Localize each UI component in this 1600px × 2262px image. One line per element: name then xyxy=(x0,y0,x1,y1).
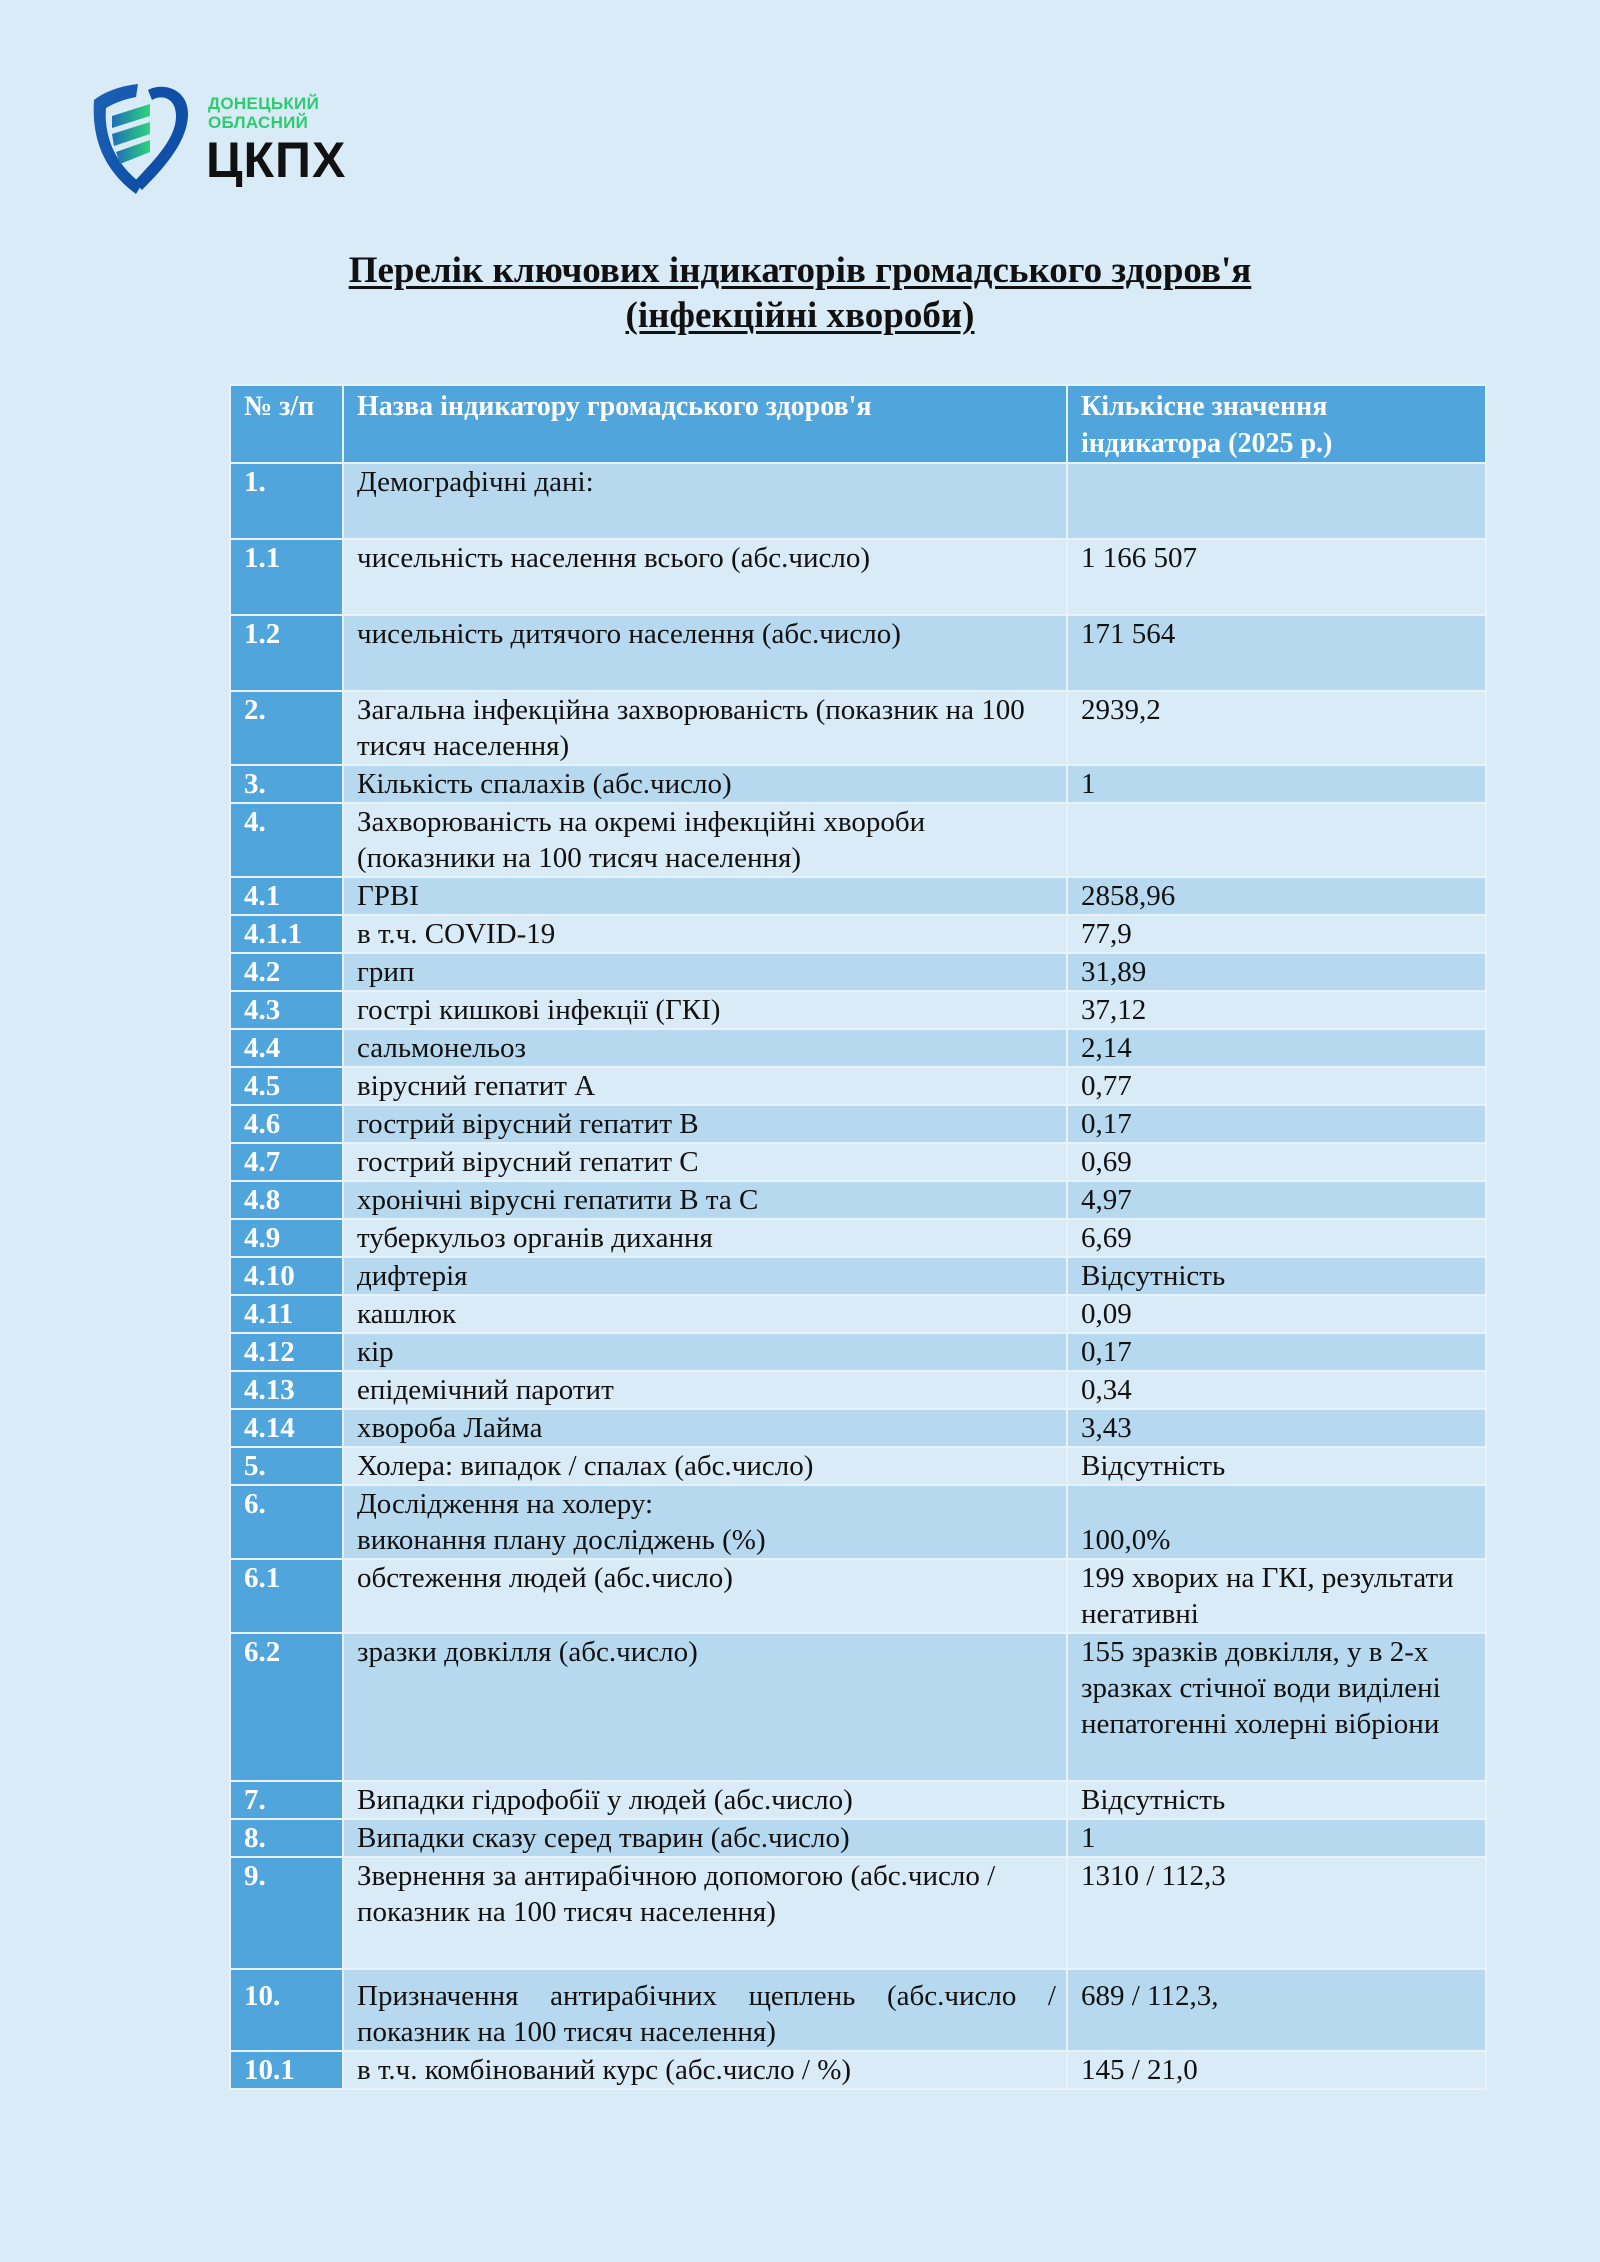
row-name: кір xyxy=(343,1333,1067,1371)
row-name: туберкульоз органів дихання xyxy=(343,1219,1067,1257)
row-value: 2858,96 xyxy=(1067,877,1486,915)
row-value: 1 166 507 xyxy=(1067,539,1486,615)
row-value: 6,69 xyxy=(1067,1219,1486,1257)
header-value-line2: індикатора (2025 р.) xyxy=(1081,428,1333,459)
table-row xyxy=(230,953,1486,991)
row-num: 4.1 xyxy=(230,877,343,915)
table-row xyxy=(230,539,1486,615)
row-value xyxy=(1067,1485,1486,1559)
row-num: 8. xyxy=(230,1819,343,1857)
table-row xyxy=(230,2051,1486,2089)
table-row xyxy=(230,1333,1486,1371)
row-name: в т.ч. COVID-19 xyxy=(343,915,1067,953)
row-value: 2,14 xyxy=(1067,1029,1486,1067)
row-value: 77,9 xyxy=(1067,915,1486,953)
row-num: 4.14 xyxy=(230,1409,343,1447)
row-value: 0,17 xyxy=(1067,1333,1486,1371)
row-name: гострий вірусний гепатит С xyxy=(343,1143,1067,1181)
table-row xyxy=(230,915,1486,953)
shield-heart-logo-icon xyxy=(90,80,195,200)
row-num: 2. xyxy=(230,691,343,765)
row-num: 4.13 xyxy=(230,1371,343,1409)
table-row xyxy=(230,1447,1486,1485)
table-row xyxy=(230,1067,1486,1105)
row-name: чисельність дитячого населення (абс.число) xyxy=(343,615,1067,691)
row-num: 1.2 xyxy=(230,615,343,691)
table-row xyxy=(230,1409,1486,1447)
row-name: в т.ч. комбінований курс (абс.число / %) xyxy=(343,2051,1067,2089)
row-num: 4.10 xyxy=(230,1257,343,1295)
row-num: 4.12 xyxy=(230,1333,343,1371)
row-num: 1. xyxy=(230,463,343,539)
row-value: Відсутність xyxy=(1067,1257,1486,1295)
table-row xyxy=(230,1181,1486,1219)
row-name: Призначення антирабічних щеплень (абс.число / показник на 100 тисяч населення) xyxy=(343,1969,1067,2051)
row-name: дифтерія xyxy=(343,1257,1067,1295)
indicators-table xyxy=(229,384,1487,2090)
table-row xyxy=(230,1295,1486,1333)
row-num: 4.1.1 xyxy=(230,915,343,953)
row-name: Кількість спалахів (абс.число) xyxy=(343,765,1067,803)
row-num: 5. xyxy=(230,1447,343,1485)
table-row xyxy=(230,765,1486,803)
row-num: 4.4 xyxy=(230,1029,343,1067)
table-row xyxy=(230,1857,1486,1969)
row-num: 4.8 xyxy=(230,1181,343,1219)
row-value: 1310 / 112,3 xyxy=(1067,1857,1486,1969)
row-name: Випадки сказу серед тварин (абс.число) xyxy=(343,1819,1067,1857)
page-title-line2: (інфекційні хвороби) xyxy=(625,295,975,336)
row-num: 10. xyxy=(230,1969,343,2051)
row-value: 31,89 xyxy=(1067,953,1486,991)
row-num: 4.5 xyxy=(230,1067,343,1105)
row-value: 1 xyxy=(1067,1819,1486,1857)
header-value xyxy=(1067,385,1486,463)
table-row xyxy=(230,1219,1486,1257)
row-name: сальмонельоз xyxy=(343,1029,1067,1067)
row-value: 0,77 xyxy=(1067,1067,1486,1105)
table-header-row xyxy=(230,385,1486,463)
row-num: 6.1 xyxy=(230,1559,343,1633)
row-value: 37,12 xyxy=(1067,991,1486,1029)
row-name: Холера: випадок / спалах (абс.число) xyxy=(343,1447,1067,1485)
row-num: 4.11 xyxy=(230,1295,343,1333)
row-name-line1: Дослідження на холеру: xyxy=(357,1488,654,1520)
table-row xyxy=(230,1371,1486,1409)
table-row xyxy=(230,1559,1486,1633)
row-num: 4.6 xyxy=(230,1105,343,1143)
page-title xyxy=(0,248,1600,338)
row-value: 0,34 xyxy=(1067,1371,1486,1409)
row-value xyxy=(1067,803,1486,877)
table-row xyxy=(230,691,1486,765)
row-value: 689 / 112,3, xyxy=(1067,1969,1486,2051)
row-num: 6. xyxy=(230,1485,343,1559)
row-value: 155 зразків довкілля, у в 2-х зразках стічної води виділені непатогенні холерні вібріони xyxy=(1067,1633,1486,1781)
row-num: 1.1 xyxy=(230,539,343,615)
header-name: Назва індикатору громадського здоров'я xyxy=(343,385,1067,463)
row-num: 7. xyxy=(230,1781,343,1819)
page-title-line1: Перелік ключових індикаторів громадського здоров'я xyxy=(348,250,1252,291)
logo-name: ЦКПХ xyxy=(206,132,347,188)
row-name: ГРВІ xyxy=(343,877,1067,915)
row-name: гострий вірусний гепатит В xyxy=(343,1105,1067,1143)
organization-logo xyxy=(90,80,360,205)
table-row xyxy=(230,1029,1486,1067)
row-name: Загальна інфекційна захворюваність (показник на 100 тисяч населення) xyxy=(343,691,1067,765)
row-value: 199 хворих на ГКІ, результати негативні xyxy=(1067,1559,1486,1633)
table-row xyxy=(230,1781,1486,1819)
logo-text-line2: ОБЛАСНИЙ xyxy=(208,113,309,132)
table-row xyxy=(230,1633,1486,1781)
table-row xyxy=(230,1257,1486,1295)
table-row xyxy=(230,803,1486,877)
table-row xyxy=(230,1485,1486,1559)
row-num: 9. xyxy=(230,1857,343,1969)
row-name: хронічні вірусні гепатити В та С xyxy=(343,1181,1067,1219)
row-name: гострі кишкові інфекції (ГКІ) xyxy=(343,991,1067,1029)
table-row xyxy=(230,877,1486,915)
table-row xyxy=(230,1969,1486,2051)
row-value-text: 100,0% xyxy=(1081,1524,1171,1556)
row-name: хвороба Лайма xyxy=(343,1409,1067,1447)
row-value: 2939,2 xyxy=(1067,691,1486,765)
row-value: 1 xyxy=(1067,765,1486,803)
row-num: 6.2 xyxy=(230,1633,343,1781)
table-row xyxy=(230,1105,1486,1143)
row-name: обстеження людей (абс.число) xyxy=(343,1559,1067,1633)
row-name: чисельність населення всього (абс.число) xyxy=(343,539,1067,615)
row-name: Випадки гідрофобії у людей (абс.число) xyxy=(343,1781,1067,1819)
row-value: 3,43 xyxy=(1067,1409,1486,1447)
table-row xyxy=(230,463,1486,539)
row-value: Відсутність xyxy=(1067,1447,1486,1485)
row-name: Звернення за антирабічною допомогою (абс.число / показник на 100 тисяч населення) xyxy=(343,1857,1067,1969)
row-num: 4.7 xyxy=(230,1143,343,1181)
row-num: 4.2 xyxy=(230,953,343,991)
table-row xyxy=(230,615,1486,691)
row-name: Демографічні дані: xyxy=(343,463,1067,539)
row-value xyxy=(1067,463,1486,539)
row-num: 3. xyxy=(230,765,343,803)
row-num: 4. xyxy=(230,803,343,877)
logo-text-line1: ДОНЕЦЬКИЙ xyxy=(208,94,320,113)
row-name: Захворюваність на окремі інфекційні хвороби (показники на 100 тисяч населення) xyxy=(343,803,1067,877)
row-num: 4.9 xyxy=(230,1219,343,1257)
header-num: № з/п xyxy=(230,385,343,463)
table-row xyxy=(230,1143,1486,1181)
row-name: грип xyxy=(343,953,1067,991)
table-row xyxy=(230,1819,1486,1857)
row-num: 10.1 xyxy=(230,2051,343,2089)
row-name: кашлюк xyxy=(343,1295,1067,1333)
row-num: 4.3 xyxy=(230,991,343,1029)
row-value: 0,09 xyxy=(1067,1295,1486,1333)
header-value-line1: Кількісне значення xyxy=(1081,391,1328,422)
row-name: епідемічний паротит xyxy=(343,1371,1067,1409)
table-row xyxy=(230,991,1486,1029)
row-value: 4,97 xyxy=(1067,1181,1486,1219)
row-value: 145 / 21,0 xyxy=(1067,2051,1486,2089)
row-value: 0,69 xyxy=(1067,1143,1486,1181)
row-value: 171 564 xyxy=(1067,615,1486,691)
row-name: вірусний гепатит А xyxy=(343,1067,1067,1105)
row-name: зразки довкілля (абс.число) xyxy=(343,1633,1067,1781)
row-name-line2: виконання плану досліджень (%) xyxy=(357,1524,766,1556)
row-value: Відсутність xyxy=(1067,1781,1486,1819)
row-value: 0,17 xyxy=(1067,1105,1486,1143)
row-name xyxy=(343,1485,1067,1559)
